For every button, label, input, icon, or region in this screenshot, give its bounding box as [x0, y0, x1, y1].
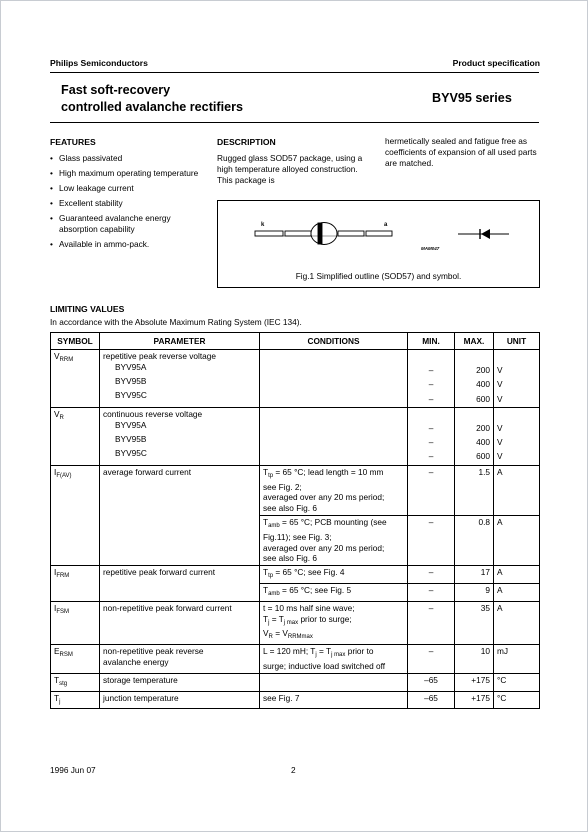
limiting-values-table: [50, 332, 540, 709]
min-cell: –65: [408, 691, 455, 709]
symbol-cell: $E_{RSM}$: [51, 645, 100, 674]
symbol-cell: $V_R$: [51, 407, 100, 465]
min-cell: – – –: [408, 407, 455, 465]
max-cell: 200 400 600: [455, 350, 494, 408]
feature-item: • Glass passivated: [50, 153, 200, 164]
unit-cell: °C: [494, 673, 540, 691]
lead-left: [255, 231, 283, 236]
feature-item: • High maximum operating temperature: [50, 168, 200, 179]
conditions-cell: [260, 407, 408, 465]
footer-page-number: 2: [291, 765, 296, 775]
min-cell: –: [408, 645, 455, 674]
label-k: k: [261, 222, 265, 228]
symbol-cell: $T_j$: [51, 691, 100, 709]
figure-outline-box: [217, 200, 540, 288]
table-row: [51, 601, 540, 644]
lead-left-inner: [285, 231, 311, 236]
glass-body: [311, 223, 337, 245]
col-symbol: SYMBOL: [51, 333, 100, 350]
feature-item: • Available in ammo-pack.: [50, 239, 200, 250]
max-cell: 10: [455, 645, 494, 674]
conditions-cell: $T_{tp} = 65$ °C; see Fig. 4: [260, 566, 408, 584]
unit-cell: °C: [494, 691, 540, 709]
diode-symbol: [458, 229, 509, 239]
conditions-cell: L = 120 mH; $T_j = T_{j max}$ prior to surge; inductive load switched off: [260, 645, 408, 674]
max-cell: 17: [455, 566, 494, 584]
min-cell: –: [408, 566, 455, 584]
table-row: [51, 350, 540, 408]
table-row: [51, 691, 540, 709]
sod57-outline-drawing: [218, 201, 539, 261]
lead-right: [366, 231, 392, 236]
description-heading: DESCRIPTION: [217, 137, 276, 147]
conditions-cell: $T_{amb} = 65$ °C; see Fig. 5: [260, 583, 408, 601]
title-line2: controlled avalanche rectifiers: [61, 100, 243, 114]
footer-date: 1996 Jun 07: [50, 765, 96, 775]
features-heading: FEATURES: [50, 137, 96, 147]
company-name: Philips Semiconductors: [50, 58, 148, 68]
symbol-cell: $I_{F(AV)}$: [51, 465, 100, 565]
table-row: [51, 407, 540, 465]
unit-cell: mJ: [494, 645, 540, 674]
max-cell: 9: [455, 583, 494, 601]
symbol-cell: $I_{FRM}$: [51, 566, 100, 602]
min-cell: –: [408, 601, 455, 644]
parameter-cell: storage temperature: [100, 673, 260, 691]
unit-cell: A: [494, 566, 540, 584]
unit-cell: A: [494, 515, 540, 565]
unit-cell: A: [494, 601, 540, 644]
feature-item: • Guaranteed avalanche energy absorption capability: [50, 213, 200, 235]
parameter-cell: repetitive peak forward current: [100, 566, 260, 602]
symbol-cell: $V_{RRM}$: [51, 350, 100, 408]
max-cell: +175: [455, 691, 494, 709]
table-row: [51, 566, 540, 584]
unit-cell: A: [494, 583, 540, 601]
symbol-cell: $T_{stg}$: [51, 673, 100, 691]
max-cell: 200 400 600: [455, 407, 494, 465]
description-text-col2: hermetically sealed and fatigue free as coefficients of expansion of all used parts are matched.: [385, 136, 537, 168]
features-list: [50, 153, 200, 254]
col-max: MAX.: [455, 333, 494, 350]
parameter-cell: non-repetitive peak forward current: [100, 601, 260, 644]
conditions-cell: $T_{tp} = 65$ °C; lead length = 10 mm see Fig. 2; averaged over any 20 ms period; see also Fig. 6: [260, 465, 408, 515]
title-line1: Fast soft-recovery: [61, 83, 171, 97]
figure-caption: Fig.1 Simplified outline (SOD57) and symbol.: [295, 271, 462, 281]
table-row: [51, 645, 540, 674]
feature-item: • Excellent stability: [50, 198, 200, 209]
lead-right-inner: [338, 231, 364, 236]
max-cell: +175: [455, 673, 494, 691]
header-rule: [50, 72, 539, 73]
table-header-row: [51, 333, 540, 350]
max-cell: 1.5: [455, 465, 494, 515]
conditions-cell: [260, 350, 408, 408]
min-cell: –65: [408, 673, 455, 691]
conditions-cell: t = 10 ms half sine wave; $T_j = T_{j max}$ prior to surge; $V_R = V_{RRMmax}$: [260, 601, 408, 644]
limiting-values-heading: LIMITING VALUES: [50, 304, 125, 314]
col-conditions: CONDITIONS: [260, 333, 408, 350]
parameter-cell: non-repetitive peak reverse avalanche energy: [100, 645, 260, 674]
min-cell: –: [408, 515, 455, 565]
table-row: [51, 465, 540, 515]
doc-type: Product specification: [452, 58, 540, 68]
unit-cell: V V V: [494, 350, 540, 408]
min-cell: –: [408, 583, 455, 601]
feature-item: • Low leakage current: [50, 183, 200, 194]
description-text-col1: Rugged glass SOD57 package, using a high temperature alloyed construction. This package is: [217, 153, 363, 185]
cathode-band: [318, 223, 322, 244]
parameter-cell: junction temperature: [100, 691, 260, 709]
unit-cell: V V V: [494, 407, 540, 465]
min-cell: –: [408, 465, 455, 515]
col-min: MIN.: [408, 333, 455, 350]
limiting-values-intro: In accordance with the Absolute Maximum Rating System (IEC 134).: [50, 317, 302, 327]
parameter-cell: continuous reverse voltage BYV95A BYV95B BYV95C: [100, 407, 260, 465]
title-rule: [50, 122, 539, 123]
max-cell: 0.8: [455, 515, 494, 565]
col-parameter: PARAMETER: [100, 333, 260, 350]
min-cell: – – –: [408, 350, 455, 408]
conditions-cell: see Fig. 7: [260, 691, 408, 709]
figure-code: MAM047: [421, 246, 440, 251]
label-a: a: [384, 222, 388, 228]
conditions-cell: [260, 673, 408, 691]
table-row: [51, 673, 540, 691]
series-name: BYV95 series: [432, 91, 512, 105]
parameter-cell: average forward current: [100, 465, 260, 565]
unit-cell: A: [494, 465, 540, 515]
symbol-cell: $I_{FSM}$: [51, 601, 100, 644]
document-title: [61, 82, 243, 116]
parameter-cell: repetitive peak reverse voltage BYV95A BYV95B BYV95C: [100, 350, 260, 408]
conditions-cell: $T_{amb} = 65$ °C; PCB mounting (see Fig.11); see Fig. 3; averaged over any 20 ms period; see also Fig. 6: [260, 515, 408, 565]
col-unit: UNIT: [494, 333, 540, 350]
max-cell: 35: [455, 601, 494, 644]
